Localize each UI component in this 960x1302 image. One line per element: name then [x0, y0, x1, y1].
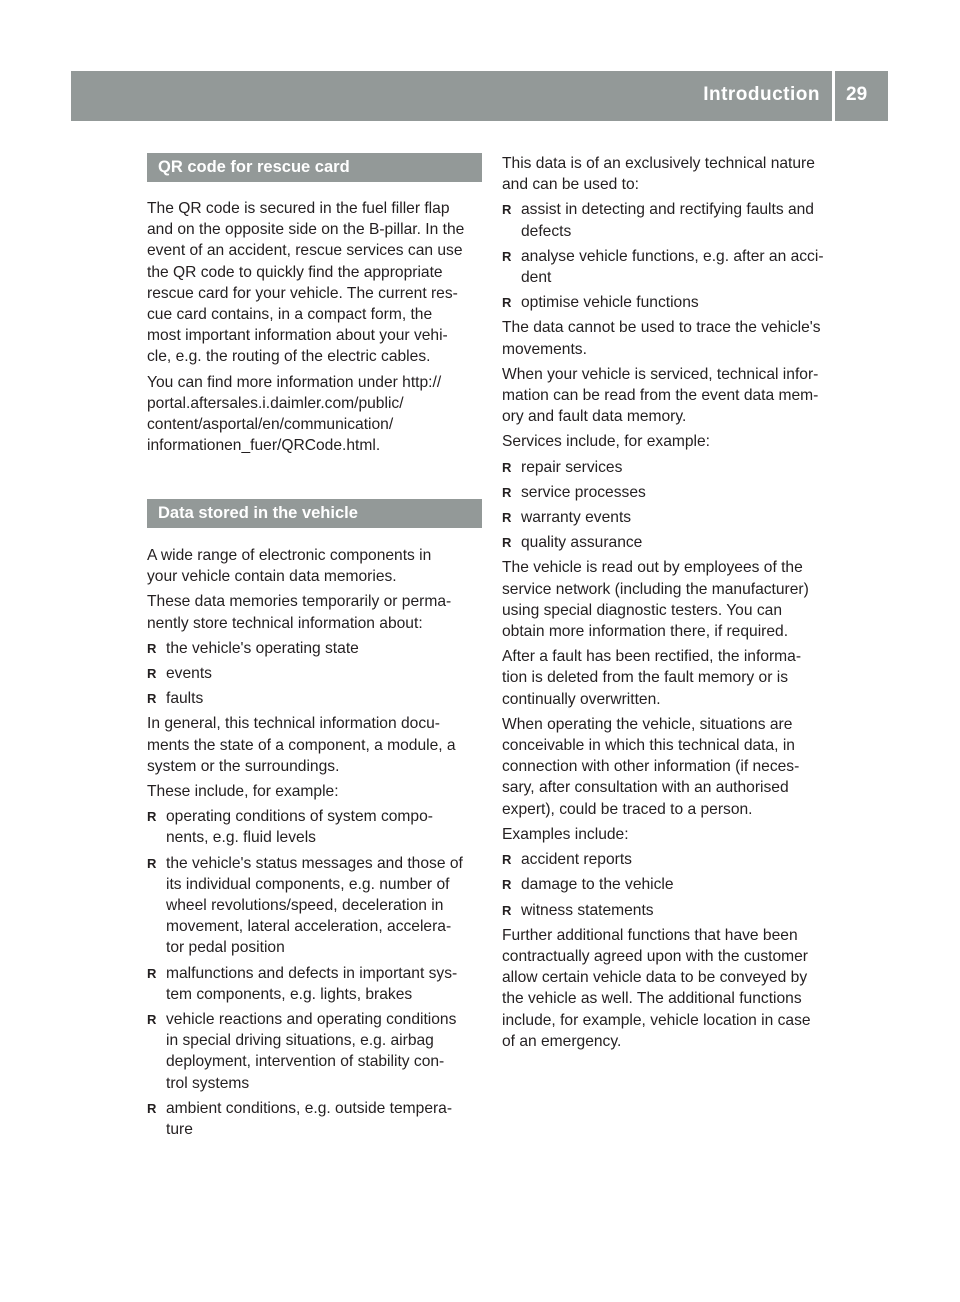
list-item-text: vehicle reactions and operating conditions in special driving situations, e.g. airbag deployment, intervention of stability con- trol systems	[166, 1011, 457, 1092]
bullet-icon: R	[502, 202, 512, 218]
list-item	[502, 292, 835, 313]
list-item	[147, 688, 482, 709]
list-item	[502, 900, 835, 921]
list-item	[502, 849, 835, 870]
section-heading-qr-code: QR code for rescue card	[147, 153, 482, 182]
list-item	[147, 963, 482, 1005]
data-section-body	[147, 545, 482, 1144]
bullet-icon: R	[147, 1100, 157, 1116]
list-item-text: operating conditions of system compo- nents, e.g. fluid levels	[166, 808, 433, 847]
bullet-icon: R	[147, 666, 157, 682]
bullet-list-services	[502, 457, 835, 554]
list-item-text: service processes	[521, 483, 646, 501]
list-item	[147, 853, 482, 959]
bullet-icon: R	[502, 510, 512, 526]
paragraph: These data memories temporarily or perma- nently store technical information about:	[147, 593, 452, 632]
paragraph: After a fault has been rectified, the informa- tion is deleted from the fault memory or is continually overwritten.	[502, 648, 802, 708]
bullet-icon: R	[502, 902, 512, 918]
bullet-icon: R	[502, 852, 512, 868]
list-item	[502, 532, 835, 553]
paragraph: A wide range of electronic components in your vehicle contain data memories.	[147, 547, 432, 586]
list-item	[147, 1009, 482, 1094]
bullet-list-examples	[147, 806, 482, 1140]
bullet-icon: R	[502, 295, 512, 311]
paragraph: When operating the vehicle, situations are conceivable in which this technical data, in connection with other information (if neces- sary, after consultation with an authorised expert), could be traced to a person.	[502, 715, 800, 818]
paragraph: The vehicle is read out by employees of the service network (including the manufacturer) using special diagnostic testers. You can obtain more information there, if required.	[502, 559, 809, 641]
list-item	[502, 507, 835, 528]
bullet-icon: R	[147, 965, 157, 981]
bullet-icon: R	[147, 809, 157, 825]
list-item-text: optimise vehicle functions	[521, 294, 699, 312]
bullet-icon: R	[147, 640, 157, 656]
bullet-icon: R	[147, 855, 157, 871]
paragraph: When your vehicle is serviced, technical infor- mation can be read from the event data mem- ory and fault data memory.	[502, 365, 819, 426]
bullet-icon: R	[502, 459, 512, 475]
list-item-text: accident reports	[521, 851, 632, 869]
list-item-text: ambient conditions, e.g. outside tempera- ture	[166, 1099, 453, 1139]
list-item-text: the vehicle's operating state	[166, 639, 359, 657]
paragraph: These include, for example:	[147, 783, 339, 801]
paragraph: Examples include:	[502, 825, 629, 843]
list-item-text: analyse vehicle functions, e.g. after an acci- dent	[521, 247, 824, 287]
chapter-title: Introduction	[703, 84, 820, 105]
header-divider	[832, 71, 835, 121]
list-item	[502, 482, 835, 503]
list-item-text: repair services	[521, 458, 623, 476]
list-item	[502, 246, 835, 288]
list-item-text: events	[166, 665, 212, 683]
paragraph: Services include, for example:	[502, 433, 711, 451]
paragraph: You can find more information under http:// portal.aftersales.i.daimler.com/public/ content/asportal/en/communication/ informationen_fuer/QRCode.html.	[147, 373, 442, 455]
list-item	[147, 663, 482, 684]
page-number: 29	[846, 84, 868, 105]
bullet-icon: R	[502, 877, 512, 893]
page-header	[71, 71, 888, 121]
list-item	[147, 638, 482, 659]
list-item	[147, 806, 482, 848]
paragraph: Further additional functions that have been contractually agreed upon with the customer allow certain vehicle data to be conveyed by the vehicle as well. The additional functions include, for example, vehicle location in case of an emergency.	[502, 926, 811, 1050]
bullet-icon: R	[147, 691, 157, 707]
bullet-list-data-uses	[502, 199, 835, 313]
qr-section-body	[147, 198, 482, 460]
bullet-icon: R	[147, 1012, 157, 1028]
list-item-text: warranty events	[521, 509, 632, 527]
bullet-list-stored-info	[147, 638, 482, 710]
list-item-text: quality assurance	[521, 534, 643, 552]
list-item-text: faults	[166, 690, 204, 708]
list-item-text: assist in detecting and rectifying faults and defects	[521, 201, 814, 240]
list-item	[147, 1098, 482, 1140]
list-item-text: malfunctions and defects in important sys- tem components, e.g. lights, brakes	[166, 964, 458, 1003]
bullet-icon: R	[502, 248, 512, 264]
section-heading-data-stored: Data stored in the vehicle	[147, 499, 482, 528]
list-item-text: the vehicle's status messages and those of its individual components, e.g. number of wheel revolutions/speed, deceleration in movement, lateral acceleration, accelera- tor pedal position	[166, 854, 463, 957]
bullet-icon: R	[502, 484, 512, 500]
list-item-text: damage to the vehicle	[521, 876, 674, 894]
paragraph: The data cannot be used to trace the vehicle's movements.	[502, 319, 821, 358]
paragraph: This data is of an exclusively technical nature and can be used to:	[502, 155, 815, 194]
bullet-icon: R	[502, 535, 512, 551]
right-column-body	[502, 153, 835, 1056]
paragraph: The QR code is secured in the fuel filler flap and on the opposite side on the B-pillar. In the event of an accident, rescue services can use the QR code to quickly find the appropriate rescue card for your vehicle. The current res- cue card contains, in a compact form, the most important information about your vehi- cle, e.g. the routing of the electric cables.	[147, 200, 465, 366]
list-item	[502, 457, 835, 478]
list-item	[502, 199, 835, 241]
list-item-text: witness statements	[521, 901, 654, 919]
bullet-list-person-examples	[502, 849, 835, 921]
paragraph: In general, this technical information docu- ments the state of a component, a module, a system or the surroundings.	[147, 715, 456, 775]
list-item	[502, 874, 835, 895]
